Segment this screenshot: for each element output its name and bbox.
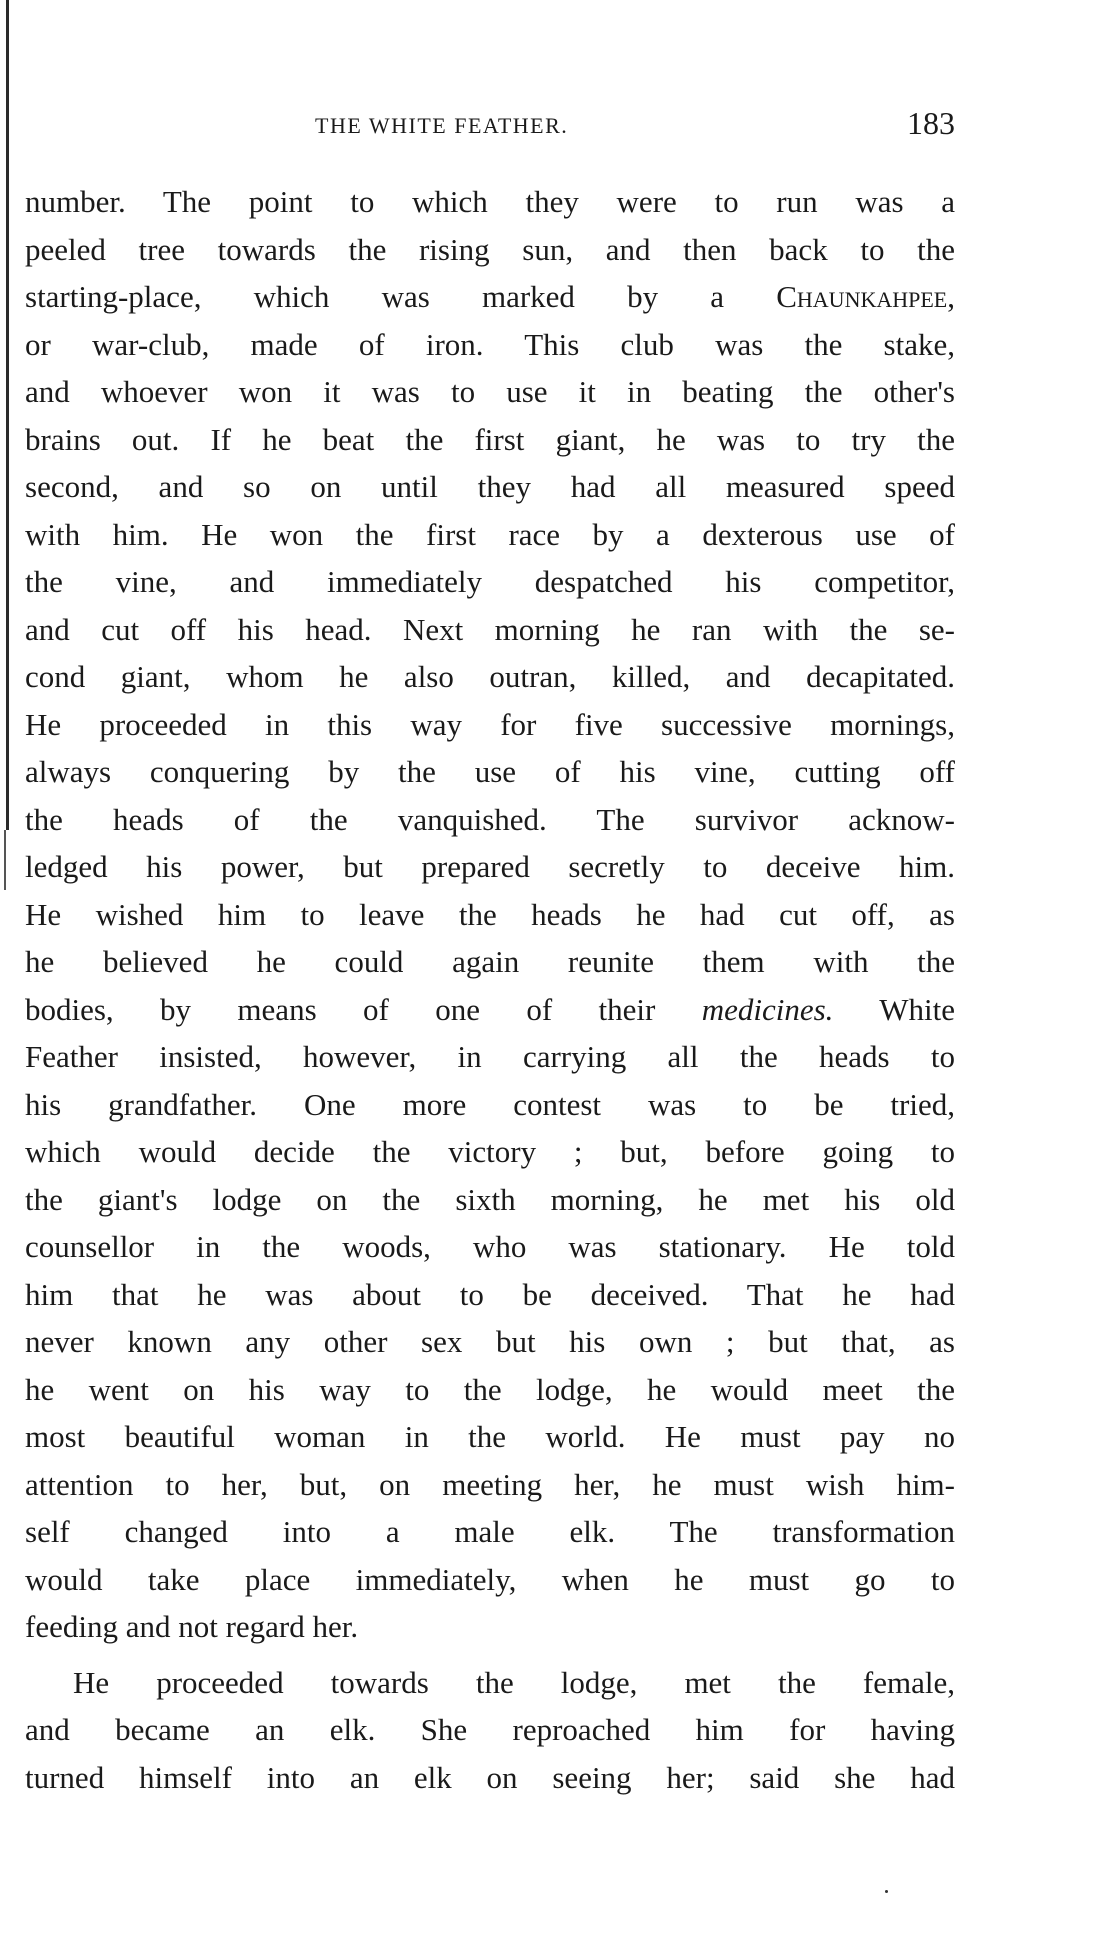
text-segment: bodies, by means of one of their <box>25 991 702 1027</box>
text-line: the heads of the vanquished. The survivor acknow- <box>25 801 955 837</box>
text-line: He proceeded towards the lodge, met the female, <box>73 1664 955 1700</box>
text-line: ledged his power, but prepared secretly to deceive him. <box>25 849 955 884</box>
text-line: number. The point to which they were to run was a <box>25 184 955 219</box>
page-number: 183 <box>907 105 955 141</box>
text-line: feeding and not regard her. <box>25 1609 359 1644</box>
text-line: He proceeded in this way for five successive mornings, <box>25 706 955 742</box>
text-line: him that he was about to be deceived. That he had <box>25 1276 955 1312</box>
text-line: the giant's lodge on the sixth morning, he met his old <box>25 1181 955 1217</box>
text-line: never known any other sex but his own ; but that, as <box>25 1324 955 1359</box>
text-segment: starting-place, which was marked by a <box>25 279 777 314</box>
text-line: peeled tree towards the rising sun, and then back to the <box>25 231 955 267</box>
text-line: attention to her, but, on meeting her, he must wish him- <box>25 1466 955 1502</box>
text-line: He wished him to leave the heads he had cut off, as <box>25 896 955 932</box>
ink-speck <box>885 1890 888 1893</box>
text-line: which would decide the victory ; but, before going to <box>25 1134 955 1169</box>
text-line: his grandfather. One more contest was to be tried, <box>25 1086 955 1122</box>
smallcaps-term: Chaunkahpee, <box>776 279 955 314</box>
binding-edge <box>6 0 9 830</box>
italic-term: medicines. <box>701 991 834 1027</box>
text-line: the vine, and immediately despatched his competitor, <box>25 564 955 599</box>
text-line: with him. He won the first race by a dexterous use of <box>25 516 955 552</box>
text-line: second, and so on until they had all measured speed <box>25 469 955 504</box>
running-head <box>25 105 955 155</box>
body-text <box>25 178 955 1801</box>
text-segment: White <box>833 991 955 1027</box>
text-line: he went on his way to the lodge, he would meet the <box>25 1371 955 1407</box>
text-line: brains out. If he beat the first giant, he was to try the <box>25 421 955 457</box>
text-line: most beautiful woman in the world. He must pay no <box>25 1419 955 1454</box>
text-line: self changed into a male elk. The transformation <box>25 1514 955 1549</box>
text-line: and whoever won it was to use it in beating the other's <box>25 374 955 409</box>
text-line: cond giant, whom he also outran, killed, and decapitated. <box>25 659 955 694</box>
text-line: and cut off his head. Next morning he ran with the se- <box>25 611 955 647</box>
binding-edge-mark <box>4 830 6 890</box>
paragraph-gap <box>25 1651 955 1659</box>
text-line: would take place immediately, when he must go to <box>25 1561 955 1597</box>
text-line <box>25 273 955 321</box>
paragraph <box>25 1659 955 1802</box>
text-line: turned himself into an elk on seeing her; said she had <box>25 1759 955 1795</box>
running-title: THE WHITE FEATHER. <box>315 113 569 138</box>
paragraph <box>25 178 955 1651</box>
text-line: Feather insisted, however, in carrying all the heads to <box>25 1039 955 1074</box>
text-line: counsellor in the woods, who was stationary. He told <box>25 1229 955 1264</box>
text-line <box>25 986 955 1034</box>
text-line: always conquering by the use of his vine, cutting off <box>25 754 955 789</box>
text-line: or war-club, made of iron. This club was the stake, <box>25 326 955 362</box>
text-line: he believed he could again reunite them with the <box>25 944 955 979</box>
text-line: and became an elk. She reproached him for having <box>25 1712 955 1747</box>
